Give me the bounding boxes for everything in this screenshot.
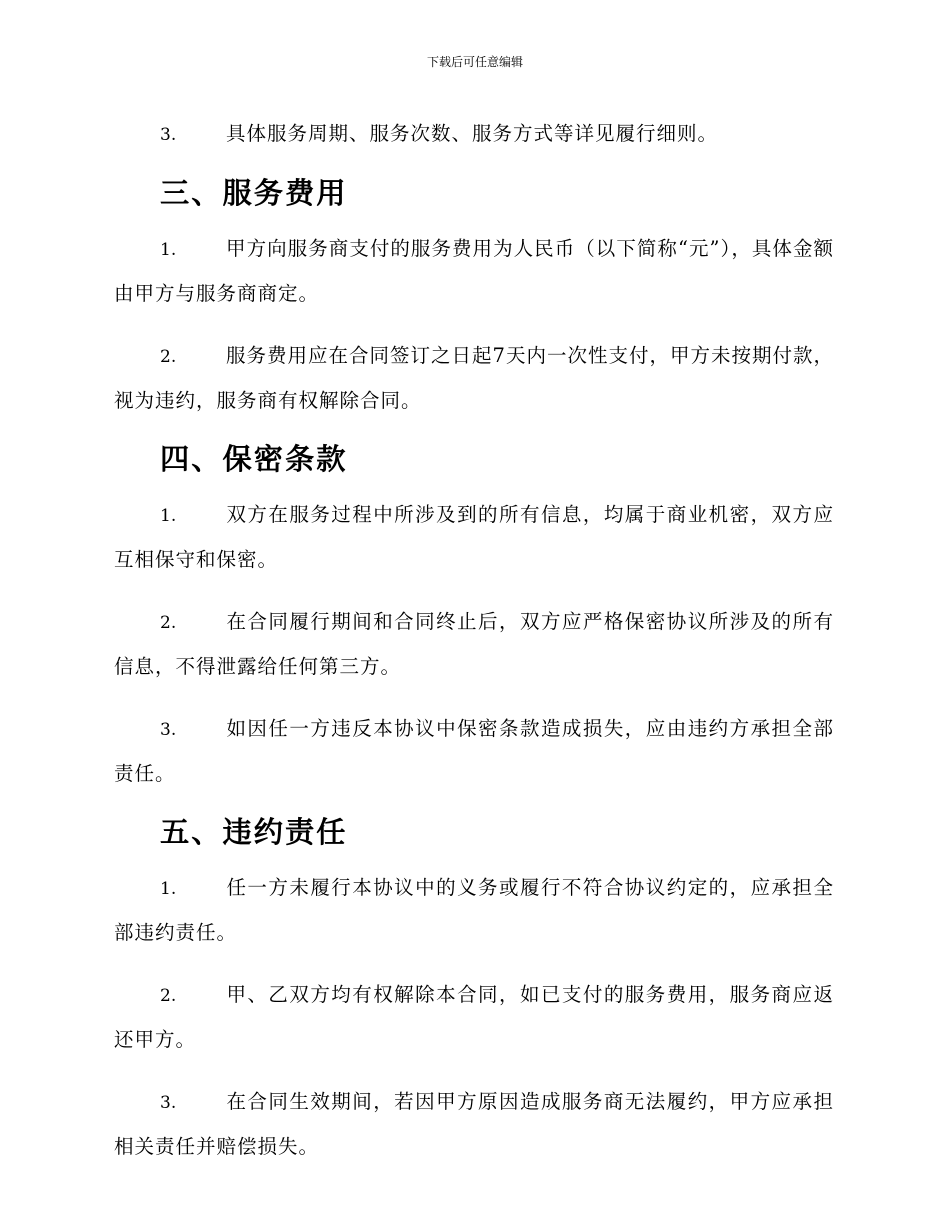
clause-number: 2.	[160, 347, 177, 367]
clause-text: 服务费用应在合同签订之日起7天内一次性支付，甲方未按期付款，视为违约，服务商有权解除合同。	[114, 344, 834, 412]
clause-text: 甲方向服务商支付的服务费用为人民币（以下简称“元”），具体金额由甲方与服务商商定。	[114, 237, 834, 305]
clause-number: 3.	[160, 1093, 177, 1113]
clause-item	[114, 600, 834, 689]
clause-text: 如因任一方违反本协议中保密条款造成损失，应由违约方承担全部责任。	[114, 717, 834, 785]
clause-item	[114, 493, 834, 582]
clause-text: 甲、乙双方均有权解除本合同，如已支付的服务费用，服务商应返还甲方。	[114, 983, 834, 1051]
clause-number: 2.	[160, 613, 177, 633]
clause-text: 在合同生效期间，若因甲方原因造成服务商无法履约，甲方应承担相关责任并赔偿损失。	[114, 1090, 834, 1158]
document-body	[114, 112, 834, 1169]
clause-item	[114, 112, 834, 157]
clause-text: 任一方未履行本协议中的义务或履行不符合协议约定的，应承担全部违约责任。	[114, 876, 834, 944]
section-heading-breach: 五、违约责任	[160, 815, 348, 849]
clause-item	[114, 1080, 834, 1169]
clause-text: 具体服务周期、服务次数、服务方式等详见履行细则。	[226, 122, 719, 145]
clause-item	[114, 227, 834, 316]
clause-item	[114, 334, 834, 423]
clause-text: 在合同履行期间和合同终止后，双方应严格保密协议所涉及的所有信息，不得泄露给任何第三方。	[114, 610, 834, 678]
section-heading-fee: 三、服务费用	[160, 176, 348, 210]
section-heading-confidential: 四、保密条款	[160, 442, 348, 476]
clause-item	[114, 866, 834, 955]
clause-number: 3.	[160, 125, 177, 145]
clause-number: 1.	[160, 240, 177, 260]
clause-text: 双方在服务过程中所涉及到的所有信息，均属于商业机密，双方应互相保守和保密。	[114, 503, 834, 571]
clause-item	[114, 973, 834, 1062]
clause-number: 3.	[160, 720, 177, 740]
page-header: 下载后可任意编辑	[426, 55, 523, 69]
clause-number: 2.	[160, 986, 177, 1006]
clause-item	[114, 707, 834, 796]
clause-number: 1.	[160, 506, 177, 526]
clause-number: 1.	[160, 879, 177, 899]
